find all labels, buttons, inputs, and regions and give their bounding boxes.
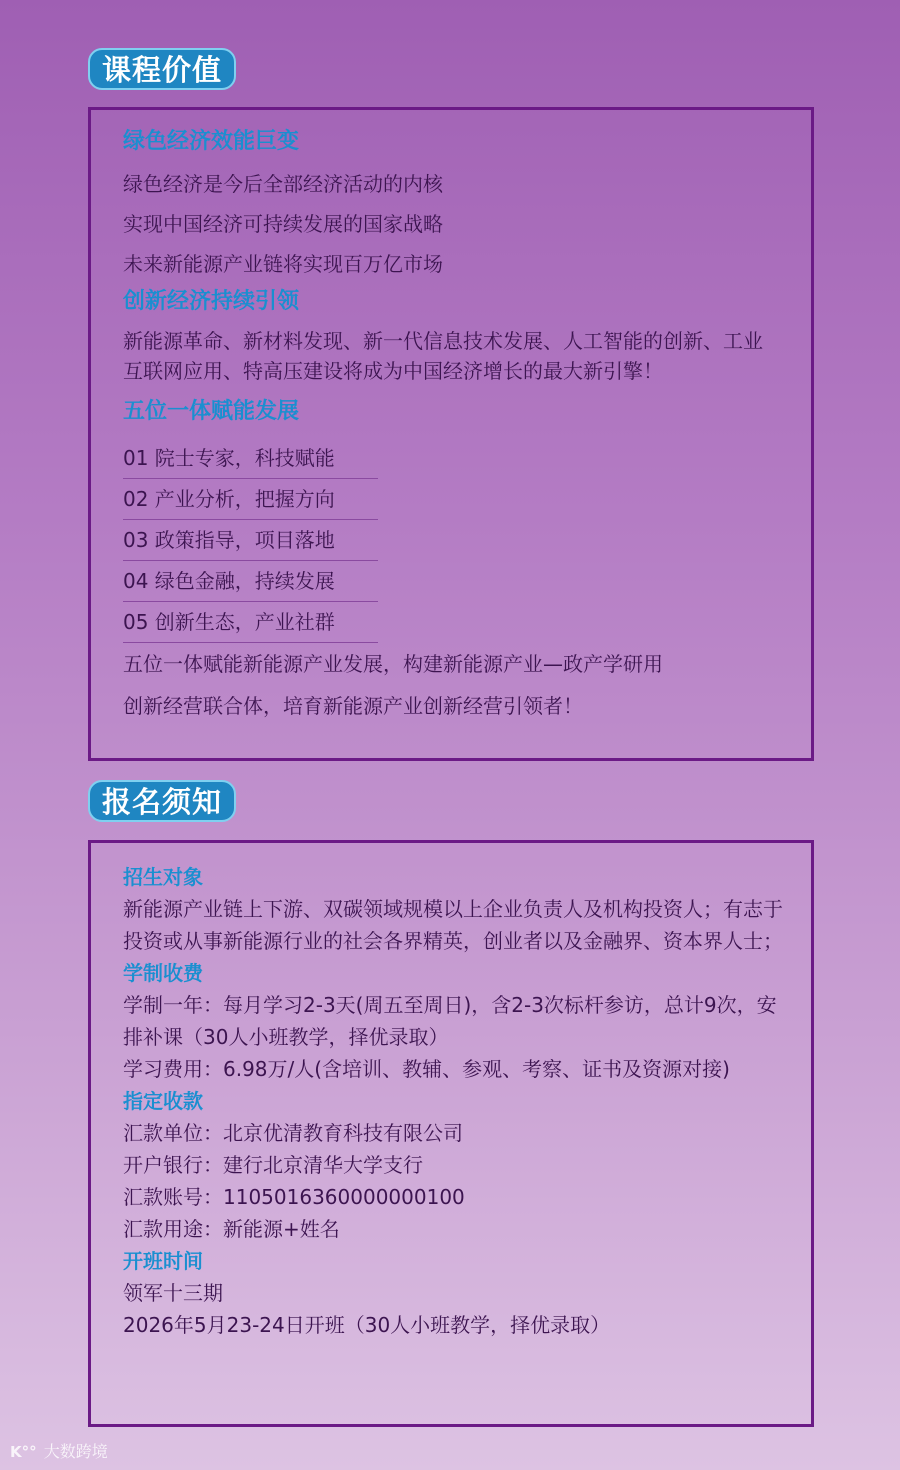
schedule-fee-heading: 学制收费: [123, 961, 203, 985]
payment-heading: 指定收款: [123, 1089, 203, 1113]
watermark-logo: K°°: [10, 1443, 37, 1461]
green-economy-line: 未来新能源产业链将实现百万亿市场: [123, 252, 443, 276]
five-in-one-closing: 五位一体赋能新能源产业发展，构建新能源产业—政产学研用: [123, 652, 663, 676]
course-value-panel: [88, 107, 814, 761]
registration-panel: [88, 840, 814, 1427]
payment-account: 汇款账号：1105016360000000100: [123, 1185, 465, 1209]
start-date-text: 2026年5月23-24日开班（30人小班教学，择优录取）: [123, 1313, 611, 1337]
five-in-one-heading: 五位一体赋能发展: [123, 399, 300, 424]
cohort-name: 领军十三期: [123, 1281, 223, 1305]
tuition-fee-text: 学习费用：6.98万/人(含培训、教辅、参观、考察、证书及资源对接): [123, 1057, 730, 1081]
green-economy-heading: 绿色经济效能巨变: [123, 129, 300, 154]
payment-bank: 开户银行：建行北京清华大学支行: [123, 1153, 423, 1177]
section-title-registration: 报名须知: [88, 780, 236, 822]
target-text: 新能源产业链上下游、双碳领域规模以上企业负责人及机构投资人；有志于投资或从事新能源行业的社会各界精英，创业者以及金融界、资本界人士；: [123, 897, 783, 953]
innovation-economy-heading: 创新经济持续引领: [123, 289, 300, 314]
five-in-one-item: 01 院士专家，科技赋能: [123, 438, 378, 479]
target-heading: 招生对象: [123, 865, 203, 889]
five-in-one-list: [123, 438, 791, 643]
green-economy-line: 实现中国经济可持续发展的国家战略: [123, 212, 443, 236]
payment-purpose: 汇款用途：新能源+姓名: [123, 1217, 340, 1241]
section-title-course-value: 课程价值: [88, 48, 236, 90]
five-in-one-closing: 创新经营联合体，培育新能源产业创新经营引领者！: [123, 694, 583, 718]
schedule-duration-text: 学制一年：每月学习2-3天(周五至周日)，含2-3次标杆参访，总计9次，安排补课（30人小班教学，择优录取）: [123, 993, 777, 1049]
five-in-one-item: 03 政策指导，项目落地: [123, 520, 378, 561]
five-in-one-item: 02 产业分析，把握方向: [123, 479, 378, 520]
innovation-economy-text: 新能源革命、新材料发现、新一代信息技术发展、人工智能的创新、工业互联网应用、特高压建设将成为中国经济增长的最大新引擎！: [123, 329, 763, 383]
green-economy-line: 绿色经济是今后全部经济活动的内核: [123, 172, 443, 196]
start-date-heading: 开班时间: [123, 1249, 203, 1273]
five-in-one-item: 04 绿色金融，持续发展: [123, 561, 378, 602]
watermark-text: 大数跨境: [43, 1442, 108, 1461]
five-in-one-item: 05 创新生态，产业社群: [123, 602, 378, 643]
payment-payee: 汇款单位：北京优清教育科技有限公司: [123, 1121, 463, 1145]
watermark: [10, 1440, 108, 1464]
